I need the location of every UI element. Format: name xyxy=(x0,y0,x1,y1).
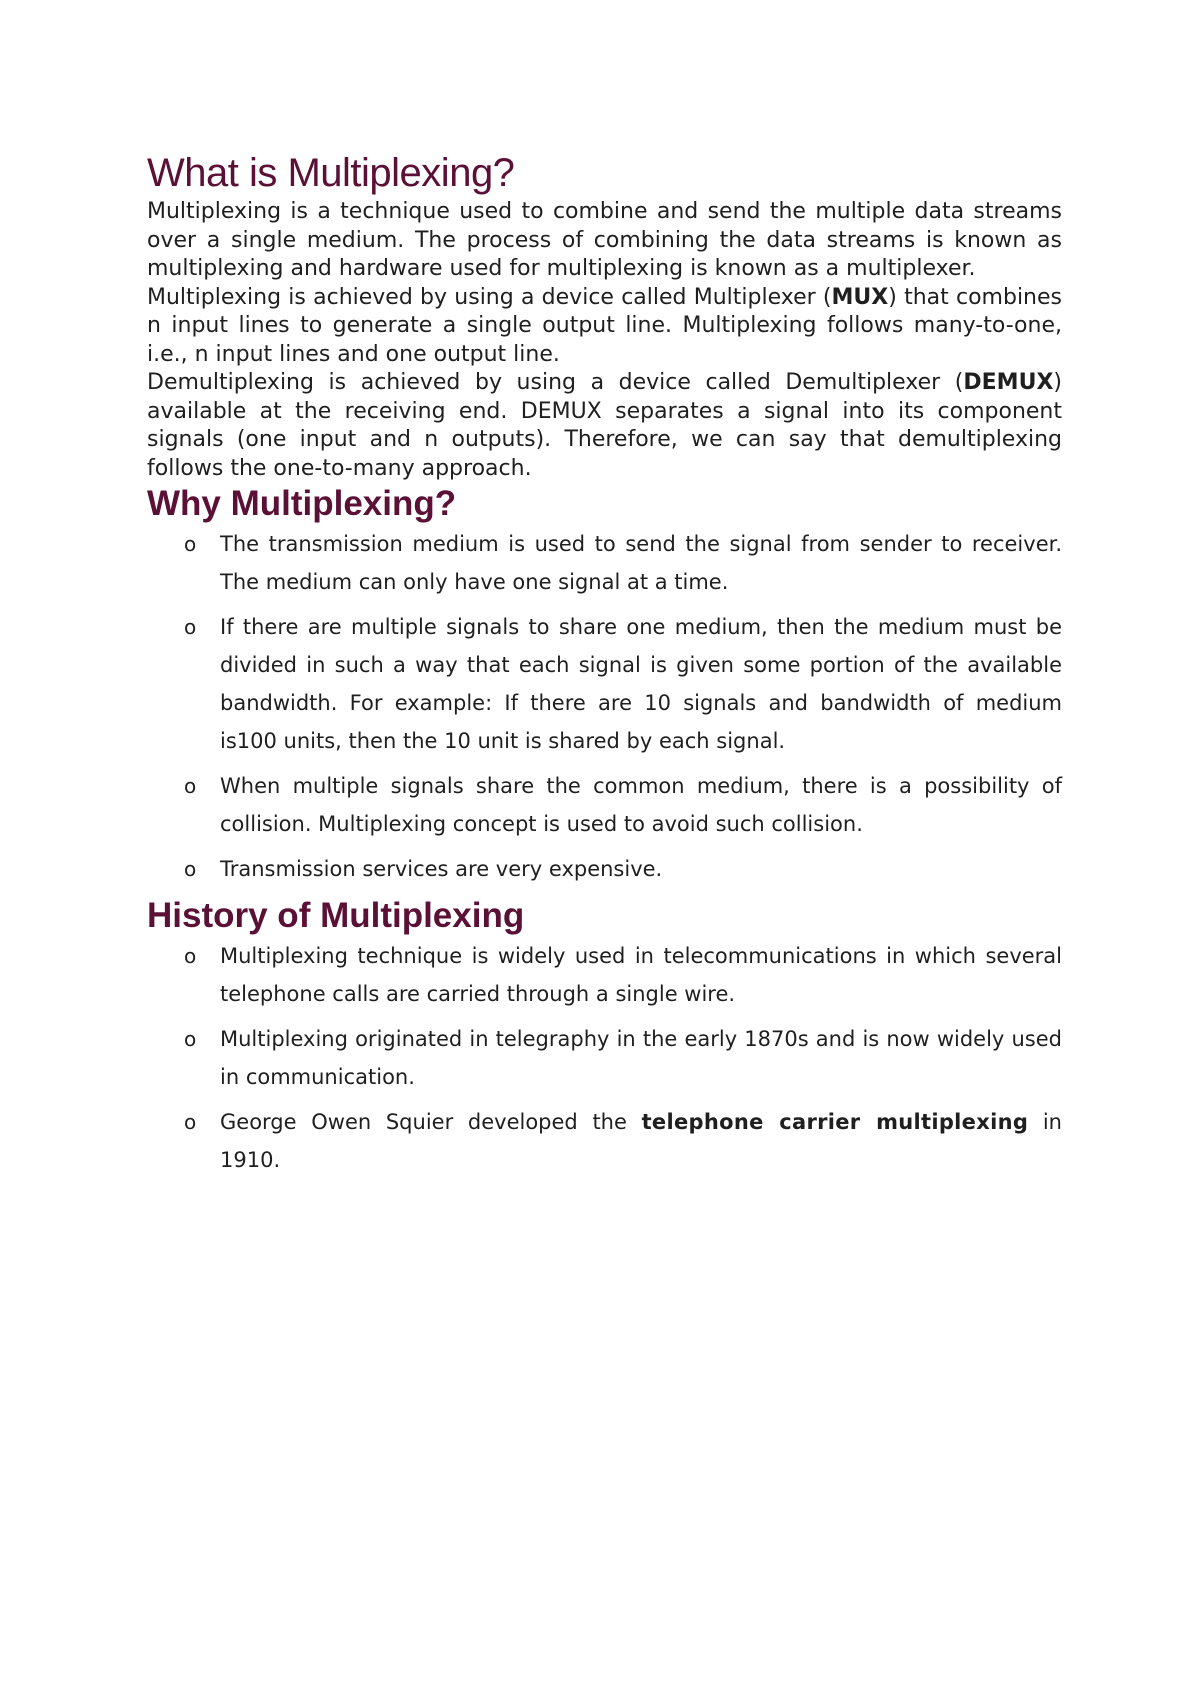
why-list xyxy=(147,525,1062,888)
list-item-text: Multiplexing originated in telegraphy in the early 1870s and is now widely used in communication. xyxy=(220,1027,1062,1089)
list-item xyxy=(147,525,1062,601)
list-item xyxy=(147,1020,1062,1096)
bullet-icon: o xyxy=(184,857,197,881)
bullet-icon: o xyxy=(184,532,197,556)
bullet-icon: o xyxy=(184,944,197,968)
paragraph-text: ) available at the receiving end. DEMUX separates a signal into its component signals (one input and n outputs). Therefore, we can say that demultiplexing follows the one-to-many approach. xyxy=(147,370,1062,481)
list-item xyxy=(147,850,1062,888)
list-item-text: Transmission services are very expensive. xyxy=(220,857,663,881)
list-item-text: The transmission medium is used to send the signal from sender to receiver. The medium can only have one signal at a time. xyxy=(220,532,1062,594)
telephone-carrier-term: telephone carrier multiplexing xyxy=(641,1110,1029,1134)
paragraph-text: ) that combines n input lines to generate a single output line. Multiplexing follows many-to-one, i.e., n input lines and one output line. xyxy=(147,284,1062,367)
bullet-icon: o xyxy=(184,774,197,798)
page-title: What is Multiplexing? xyxy=(147,151,515,195)
list-item-text: Multiplexing technique is widely used in telecommunications in which several telephone calls are carried through a single wire. xyxy=(220,944,1062,1006)
paragraph-text: Demultiplexing is achieved by using a device called Demultiplexer ( xyxy=(147,370,964,395)
paragraph-text: Multiplexing is achieved by using a device called Multiplexer ( xyxy=(147,284,832,310)
list-item xyxy=(147,937,1062,1013)
list-item xyxy=(147,608,1062,760)
bullet-icon: o xyxy=(184,1027,197,1051)
list-item-text: When multiple signals share the common medium, there is a possibility of collision. Multiplexing concept is used to avoid such collision. xyxy=(220,774,1062,836)
list-item-text: George Owen Squier developed the xyxy=(220,1110,642,1134)
bullet-icon: o xyxy=(184,615,197,639)
list-item xyxy=(147,1103,1062,1179)
history-heading: History of Multiplexing xyxy=(147,896,525,935)
list-item-text: in 1910. xyxy=(220,1110,1062,1172)
demux-term: DEMUX xyxy=(963,370,1054,395)
bullet-icon: o xyxy=(184,1110,197,1134)
intro-paragraph-3 xyxy=(147,369,1062,483)
intro-paragraph-1: Multiplexing is a technique used to combine and send the multiple data streams over a single medium. The process of combining the data streams is known as multiplexing and hardware used for multiplexing is known as a multiplexer. xyxy=(147,199,1062,281)
mux-term: MUX xyxy=(831,284,889,310)
why-heading: Why Multiplexing? xyxy=(147,484,457,523)
history-list xyxy=(147,937,1062,1179)
intro-paragraph-2 xyxy=(147,284,1062,370)
list-item-text: If there are multiple signals to share one medium, then the medium must be divided in such a way that each signal is given some portion of the available bandwidth. For example: If there are 10 signals and bandwidth of medium is100 units, then the 10 unit is shared by each signal. xyxy=(220,615,1062,753)
list-item xyxy=(147,767,1062,843)
